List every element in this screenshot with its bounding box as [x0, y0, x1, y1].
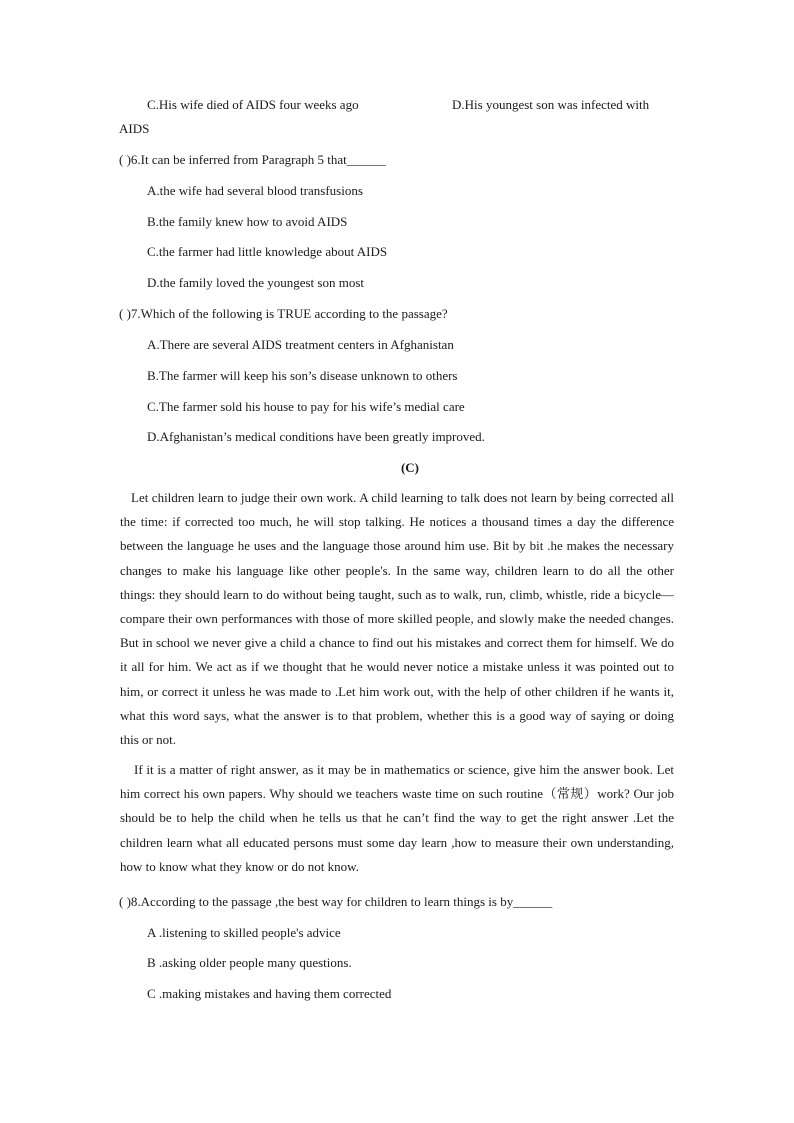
q8-stem: ( )8.According to the passage ,the best way for children to learn things is by______	[119, 894, 553, 909]
q8-option-c: C .making mistakes and having them corrected	[147, 986, 392, 1001]
q7-option-b: B.The farmer will keep his son’s disease unknown to others	[147, 368, 458, 383]
q5-option-d: D.His youngest son was infected with	[452, 97, 650, 112]
passage-paragraph-1: Let children learn to judge their own work. A child learning to talk does not learn by being corrected all the time: if corrected too much, he will stop talking. He notices a thousand times a day the difference between the language he uses and the language those around him use. Bit by bit .he makes the necessary changes to make his language like other people's. In the same way, children learn to do all the other things: they should learn to do without being taught, such as to walk, run, climb, whistle, ride a bicycle—compare their own performances with those of more skilled people, and slowly make the needed changes. But in school we never give a child a chance to find out his mistakes and correct them for himself. We do it all for him. We act as if we thought that he would never notice a mistake unless it was pointed out to him, or correct it unless he was made to .Let him work out, with the help of other children if he wants it, what this word says, what the answer is to that problem, whether this is a good way of saying or doing this or not.	[120, 490, 674, 748]
q7-option-a: A.There are several AIDS treatment centers in Afghanistan	[147, 337, 454, 352]
q7-option-d: D.Afghanistan’s medical conditions have been greatly improved.	[147, 429, 485, 444]
q8-option-b: B .asking older people many questions.	[147, 955, 352, 970]
passage-paragraph-2: If it is a matter of right answer, as it may be in mathematics or science, give him the answer book. Let him correct his own papers. Why should we teachers waste time on such routine（常规）work? Our job should be to help the child when he tells us that he can’t find the way to get the right answer .Let the children learn what all educated persons must some day learn ,how to measure their own understanding, how to know what they know or do not know.	[120, 762, 674, 874]
q6-option-a: A.the wife had several blood transfusions	[147, 183, 363, 198]
section-heading: (C)	[400, 460, 420, 475]
q5-option-d-continued: AIDS	[119, 121, 150, 136]
q5-option-c: C.His wife died of AIDS four weeks ago	[147, 97, 359, 112]
q6-stem: ( )6.It can be inferred from Paragraph 5 that______	[119, 152, 386, 167]
q8-option-a: A .listening to skilled people's advice	[147, 925, 341, 940]
q7-stem: ( )7.Which of the following is TRUE according to the passage?	[119, 306, 448, 321]
q6-option-d: D.the family loved the youngest son most	[147, 275, 365, 290]
q6-option-c: C.the farmer had little knowledge about AIDS	[147, 244, 388, 259]
q6-option-b: B.the family knew how to avoid AIDS	[147, 214, 348, 229]
q7-option-c: C.The farmer sold his house to pay for his wife’s medial care	[147, 399, 465, 414]
